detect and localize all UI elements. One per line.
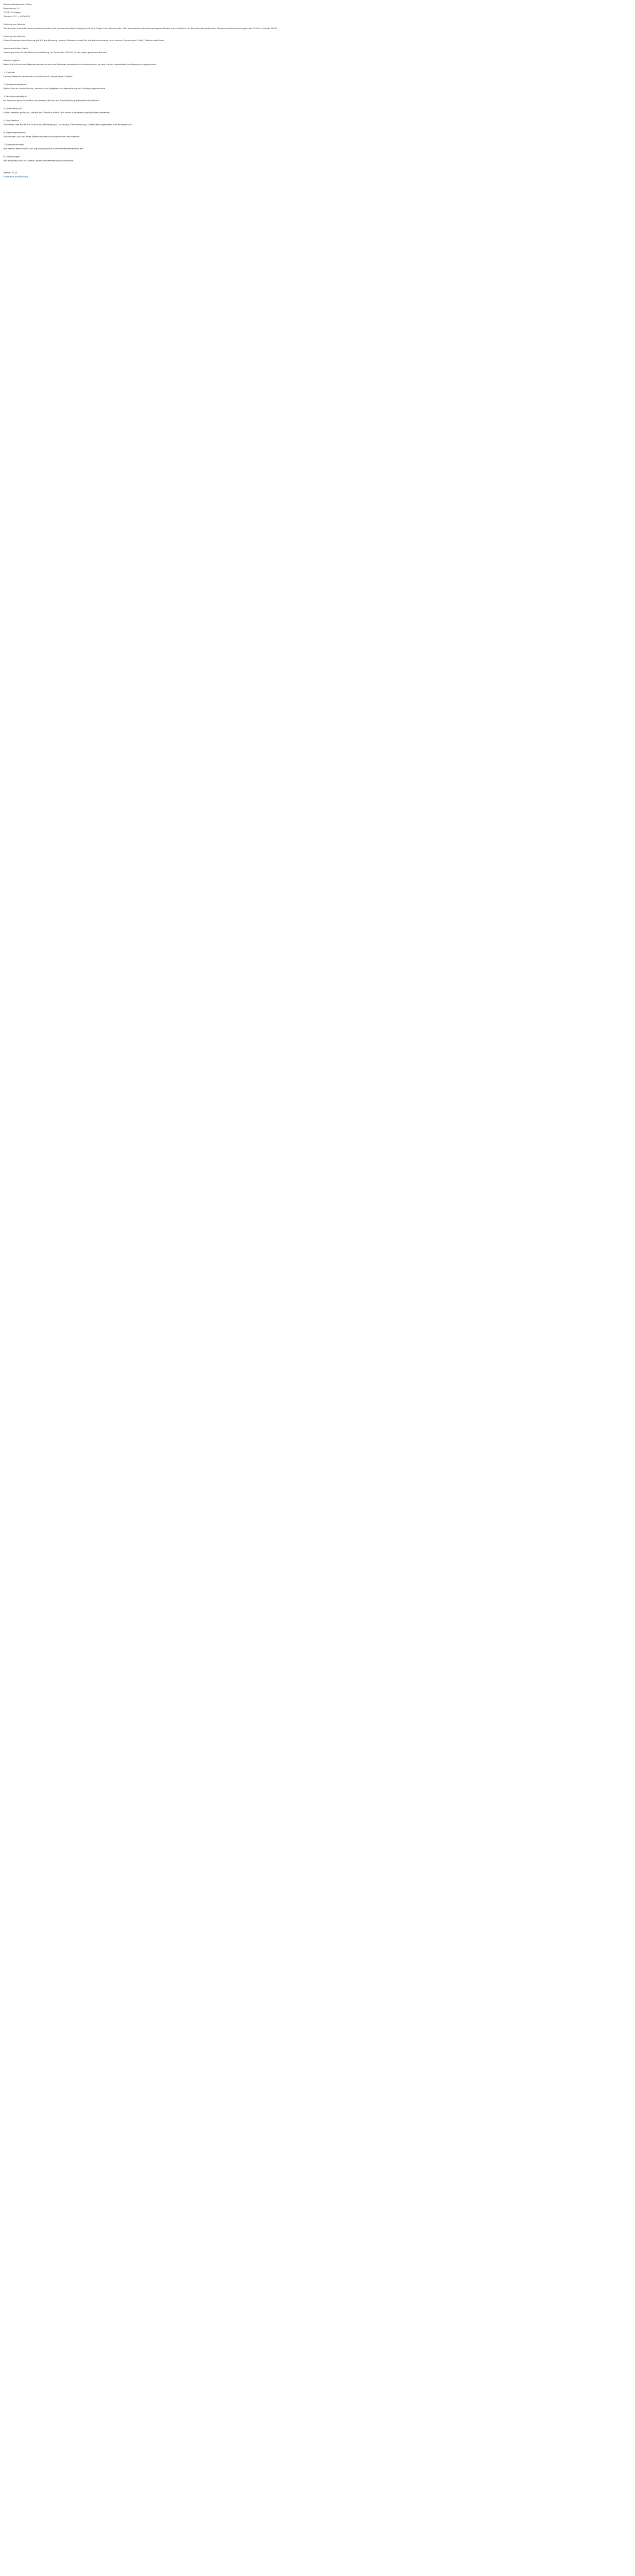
section-text: Sie haben das Recht auf Auskunft, Berichtigung, Löschung, Einschränkung, Datenübertragbarkeit und Widerspruch. [3, 123, 133, 126]
section-heading: 8. Änderungen [3, 155, 20, 158]
sections-container [3, 22, 632, 167]
section-heading: 5. Ihre Rechte [3, 119, 19, 122]
footer-stand: Stand: 2024 [3, 171, 17, 174]
section-heading: 3. Mandatsverhältnis [3, 95, 27, 98]
section-heading: Geltung der Rechte [3, 35, 25, 38]
section-heading: 2. Kontaktaufnahme [3, 83, 26, 86]
section-text: Sie können sich bei einer Datenschutzaufsichtsbehörde beschweren. [3, 135, 80, 138]
address-line: Fachanwaltskanzlei Maier [3, 3, 32, 6]
section-heading: 1. Cookies [3, 71, 15, 74]
section-text: Die Kanzlei unterhält einen professionellen und vertrauensvollen Umgang mit den Daten ihrer Mandanten. Wir verarbeiten personenbezogene Daten ausschließlich im Rahmen der geltenden Datenschutzbestimmungen der DSGVO und des BDSG. [3, 27, 278, 30]
footer-link[interactable]: Datenschutzerklärung [3, 175, 29, 178]
section-text: Unsere Website verwendet nur technisch notwendige Cookies. [3, 75, 73, 78]
address-line: Telefon 0711 / 4876543 [3, 15, 30, 18]
section-heading: 6. Beschwerderecht [3, 131, 26, 134]
section-heading: 4. Speicherdauer [3, 107, 23, 110]
section-text: Beim Aufruf unserer Website werden durch den Browser automatisch Informationen an den Server übermittelt und temporär gespeichert. [3, 63, 157, 66]
address-line: Rosensteig 1A [3, 7, 19, 10]
section-text: Wir behalten uns vor, diese Datenschutzerklärung anzupassen. [3, 159, 74, 162]
section-heading: Geltung der Rechte [3, 23, 25, 26]
section-text: Wenn Sie uns kontaktieren, werden Ihre Angaben zur Bearbeitung der Anfrage gespeichert. [3, 87, 106, 90]
section-heading: Server-Logfiles [3, 59, 20, 62]
address-block [3, 2, 632, 18]
section-text: Diese Datenschutzerklärung gilt für die Nutzung unserer Website sowie für die Kommunikation mit unserer Kanzlei per E-Mail, Telefon oder Post. [3, 39, 165, 42]
section-text: Im Rahmen eines Mandats verarbeiten wir die zur Durchführung erforderlichen Daten. [3, 99, 100, 102]
section-text: Verantwortlich für die Datenverarbeitung im Sinne der DSGVO ist die oben genannte Kanzlei. [3, 51, 108, 54]
address-line: 70182 Stuttgart [3, 11, 22, 14]
section-text: Wir setzen technische und organisatorische Sicherheitsmaßnahmen ein. [3, 147, 84, 150]
section-heading: Verantwortliche Stelle [3, 47, 28, 50]
section-text: Daten werden gelöscht, sobald der Zweck entfällt und keine Aufbewahrungspflichten bestehen. [3, 111, 111, 114]
section-heading: 7. Datensicherheit [3, 143, 24, 146]
